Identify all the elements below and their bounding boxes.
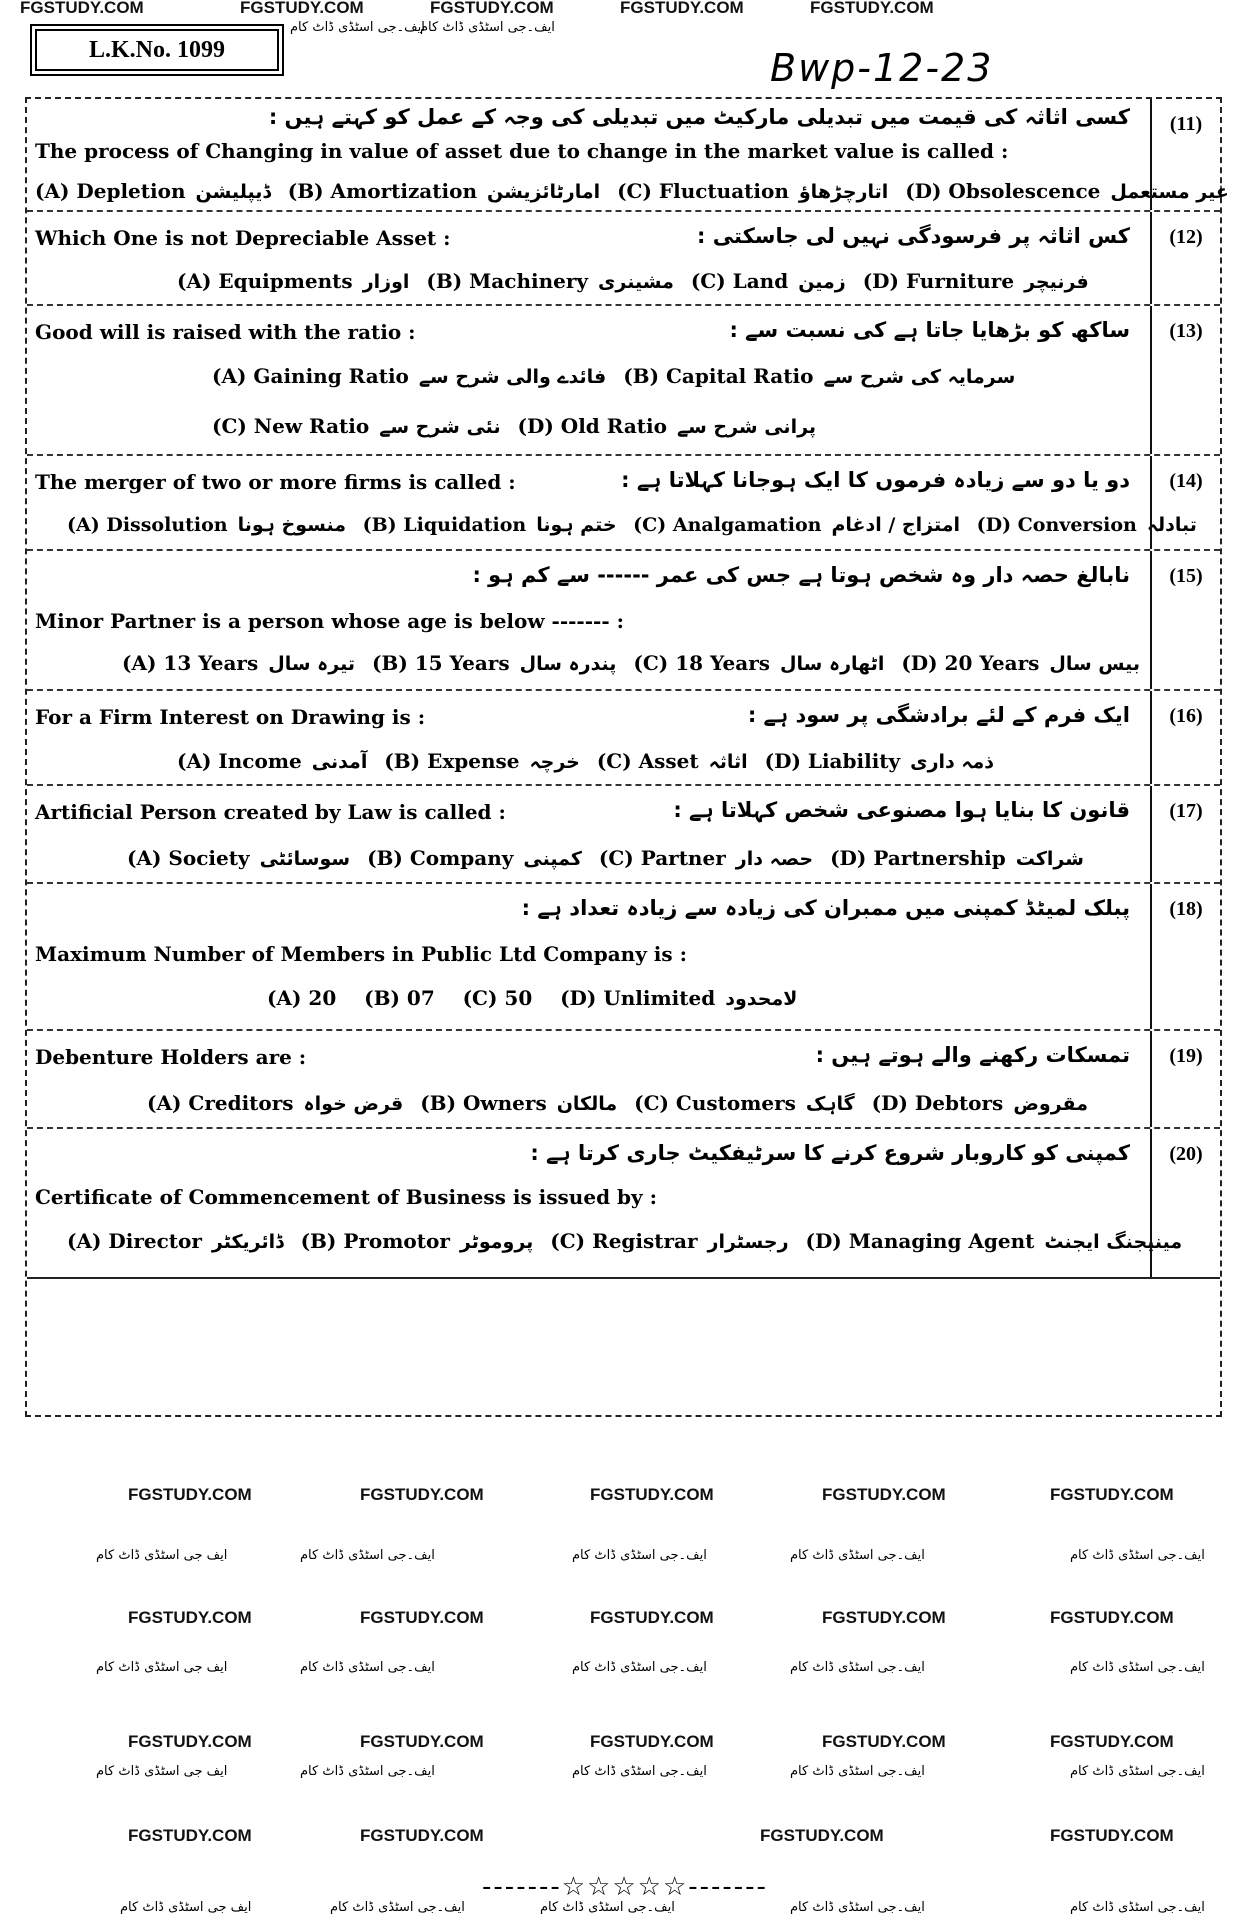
watermark-urdu: ایف۔جی اسٹڈی ڈاٹ کام [300, 1660, 435, 1675]
question-english: Which One is not Depreciable Asset : [35, 226, 451, 250]
option-b: (B) Company [367, 846, 514, 870]
option-a: (A) 13 Years [122, 651, 259, 675]
option-a-urdu: قرض خواہ [303, 1093, 404, 1115]
options-row [177, 269, 1099, 293]
watermark-urdu: ایف۔جی اسٹڈی ڈاٹ کام [572, 1548, 707, 1563]
option-d: (D) Conversion [976, 514, 1137, 536]
question-16 [27, 691, 1220, 786]
option-c: (C) Fluctuation [617, 179, 789, 203]
options-row [67, 514, 1207, 536]
option-c: (C) Customers [634, 1091, 796, 1115]
options-row [212, 414, 826, 438]
option-b: (B) Liquidation [362, 514, 527, 536]
watermark-text: FGSTUDY.COM [810, 0, 934, 17]
watermark-urdu: ایف۔جی اسٹڈی ڈاٹ کام [1070, 1900, 1205, 1915]
option-a-urdu: ڈیپلیشن [195, 181, 271, 203]
option-c: (C) Asset [596, 749, 699, 773]
watermark-text: FGSTUDY.COM [360, 1485, 484, 1504]
watermark-text: FGSTUDY.COM [1050, 1732, 1174, 1751]
lk-number: L.K.No. 1099 [35, 29, 279, 71]
question-number: (12) [1150, 212, 1220, 304]
question-number: (17) [1150, 786, 1220, 882]
watermark-text: FGSTUDY.COM [360, 1608, 484, 1627]
question-18 [27, 884, 1220, 1031]
watermark-urdu: ایف۔جی اسٹڈی ڈاٹ کام [572, 1660, 707, 1675]
watermark-text: FGSTUDY.COM [1050, 1485, 1174, 1504]
option-c-urdu: امتزاج / ادغام [831, 514, 960, 536]
option-c-urdu: رجسٹرار [707, 1231, 789, 1253]
question-number: (18) [1150, 884, 1220, 1029]
option-a: (A) Equipments [177, 269, 353, 293]
option-d-urdu: غیر مستعمل [1110, 181, 1229, 203]
watermark-urdu: ایف۔جی اسٹڈی ڈاٹ کام [330, 1900, 465, 1915]
question-english: For a Firm Interest on Drawing is : [35, 705, 426, 729]
question-number: (19) [1150, 1031, 1220, 1127]
watermark-urdu: ایف۔جی اسٹڈی ڈاٹ کام [790, 1660, 925, 1675]
option-b-urdu: مالکان [556, 1093, 618, 1115]
question-urdu: پبلک لمیٹڈ کمپنی میں ممبران کی زیادہ سے زیادہ تعداد ہے : [521, 896, 1130, 920]
watermark-urdu: ایف جی اسٹڈی ڈاٹ کام [120, 1900, 252, 1915]
end-of-paper-stars: -------☆☆☆☆☆------- [482, 1872, 768, 1902]
option-d-urdu: پرانی شرح سے [676, 416, 817, 438]
option-d: (D) Debtors [871, 1091, 1004, 1115]
question-english: Minor Partner is a person whose age is below ------- : [35, 609, 624, 633]
watermark-text: FGSTUDY.COM [822, 1732, 946, 1751]
option-b-urdu: خرچہ [529, 751, 580, 773]
option-a: (A) Society [127, 846, 250, 870]
watermark-text: FGSTUDY.COM [430, 0, 554, 17]
option-c-urdu: اٹھارہ سال [780, 653, 885, 675]
watermark-urdu: ایف جی اسٹڈی ڈاٹ کام [96, 1660, 228, 1675]
question-20 [27, 1129, 1220, 1279]
watermark-urdu: ایف۔جی اسٹڈی ڈاٹ کام [300, 1764, 435, 1779]
option-d-urdu: بیس سال [1049, 653, 1141, 675]
question-11 [27, 99, 1229, 212]
options-row [122, 651, 1150, 675]
question-number: (20) [1150, 1129, 1220, 1277]
question-14 [27, 456, 1220, 551]
option-b-urdu: کمپنی [523, 848, 582, 870]
option-a: (A) Gaining Ratio [212, 364, 409, 388]
option-c: (C) Registrar [550, 1229, 698, 1253]
question-urdu: دو یا دو سے زیادہ فرموں کا ایک ہوجانا کہلاتا ہے : [621, 468, 1130, 492]
option-a-urdu: آمدنی [311, 751, 368, 773]
option-b-urdu: پندرہ سال [519, 653, 617, 675]
watermark-text: FGSTUDY.COM [822, 1485, 946, 1504]
question-number: (15) [1150, 551, 1220, 689]
watermark-urdu: ایف جی اسٹڈی ڈاٹ کام [96, 1548, 228, 1563]
option-a-urdu: منسوخ ہونا [237, 514, 346, 536]
question-english: Artificial Person created by Law is called : [35, 800, 506, 824]
option-d: (D) Obsolescence [905, 179, 1101, 203]
question-13 [27, 306, 1220, 456]
watermark-urdu: ایف۔جی اسٹڈی ڈاٹ کام [1070, 1548, 1205, 1563]
options-row [177, 749, 1004, 773]
question-17 [27, 786, 1220, 884]
question-number: (16) [1150, 691, 1220, 784]
question-19 [27, 1031, 1220, 1129]
options-row [127, 846, 1094, 870]
question-15 [27, 551, 1220, 691]
question-paper [25, 97, 1229, 1417]
option-d-urdu: ذمہ داری [910, 751, 995, 773]
option-d: (D) 20 Years [901, 651, 1040, 675]
option-d: (D) Liability [764, 749, 901, 773]
option-d: (D) Old Ratio [517, 414, 667, 438]
question-urdu: ساکھ کو بڑھایا جاتا ہے کی نسبت سے : [729, 318, 1130, 342]
option-d-urdu: لامحدود [725, 988, 798, 1010]
option-b: (B) Promotor [300, 1229, 450, 1253]
options-row [212, 364, 1025, 388]
watermark-text: FGSTUDY.COM [360, 1826, 484, 1845]
option-d-urdu: فرنیچر [1024, 271, 1089, 293]
option-b-urdu: سرمایہ کی شرح سے [823, 366, 1016, 388]
option-c-urdu: اثاثہ [708, 751, 748, 773]
options-row [35, 179, 1239, 203]
watermark-text: FGSTUDY.COM [620, 0, 744, 17]
option-a: (A) Depletion [35, 179, 186, 203]
option-a-urdu: اوزار [362, 271, 410, 293]
question-urdu: نابالغ حصہ دار وہ شخص ہوتا ہے جس کی عمر ------ سے کم ہو : [472, 563, 1130, 587]
question-english: Good will is raised with the ratio : [35, 320, 416, 344]
option-b: (B) Amortization [287, 179, 477, 203]
watermark-text: FGSTUDY.COM [590, 1485, 714, 1504]
watermark-urdu: ایف۔جی اسٹڈی ڈاٹ کام [1070, 1764, 1205, 1779]
watermark-urdu: ایف۔جی اسٹڈی ڈاٹ کام [300, 1548, 435, 1563]
option-a-urdu: تیرہ سال [268, 653, 355, 675]
question-english: Maximum Number of Members in Public Ltd Company is : [35, 942, 687, 966]
watermark-urdu: ایف۔جی اسٹڈی ڈاٹ کام [572, 1764, 707, 1779]
option-c: (C) Land [690, 269, 789, 293]
watermark-text: FGSTUDY.COM [590, 1732, 714, 1751]
option-d-urdu: مینیجنگ ایجنٹ [1044, 1231, 1183, 1253]
option-c-urdu: گاہک [805, 1093, 855, 1115]
watermark-text: FGSTUDY.COM [128, 1608, 252, 1627]
watermark-text: FGSTUDY.COM [128, 1485, 252, 1504]
watermark-urdu: ایف۔جی اسٹڈی ڈاٹ کام [540, 1900, 675, 1915]
watermark-urdu: ایف۔جی اسٹڈی ڈاٹ کام [790, 1764, 925, 1779]
watermark-urdu: ایف۔جی اسٹڈی ڈاٹ کام [790, 1900, 925, 1915]
question-urdu: کمپنی کو کاروبار شروع کرنے کا سرٹیفکیٹ جاری کرتا ہے : [530, 1141, 1130, 1165]
option-a: (A) Dissolution [67, 514, 228, 536]
option-b-urdu: امارٹائزیشن [486, 181, 601, 203]
option-d: (D) Furniture [862, 269, 1015, 293]
option-d-urdu: مقروض [1013, 1093, 1088, 1115]
option-a: (A) Director [67, 1229, 202, 1253]
option-a-urdu: سوسائٹی [259, 848, 351, 870]
watermark-text: FGSTUDY.COM [20, 0, 144, 17]
option-a-urdu: ڈائریکٹر [211, 1231, 284, 1253]
watermark-text: FGSTUDY.COM [240, 0, 364, 17]
watermark-text: FGSTUDY.COM [360, 1732, 484, 1751]
question-number: (13) [1150, 306, 1220, 454]
option-c-urdu: اتارچڑھاؤ [798, 181, 889, 203]
option-d: (D) Partnership [830, 846, 1006, 870]
question-urdu: کس اثاثہ پر فرسودگی نہیں لی جاسکتی : [697, 224, 1130, 248]
option-b: (B) Owners [420, 1091, 547, 1115]
options-row [67, 1229, 1192, 1253]
question-urdu: ایک فرم کے لئے برادشگی پر سود ہے : [747, 703, 1130, 727]
option-b: (B) 15 Years [371, 651, 510, 675]
watermark-text: FGSTUDY.COM [590, 1608, 714, 1627]
option-b-urdu: پروموٹر [459, 1231, 534, 1253]
watermark-text: FGSTUDY.COM [822, 1608, 946, 1627]
question-number: (14) [1150, 456, 1220, 549]
watermark-urdu: ایف۔جی اسٹڈی ڈاٹ کام [290, 20, 425, 35]
option-b: (B) Machinery [426, 269, 589, 293]
option-b: (B) Capital Ratio [623, 364, 814, 388]
options-row [267, 986, 807, 1010]
option-d: (D) Unlimited [560, 986, 716, 1010]
option-c: (C) Partner [598, 846, 726, 870]
watermark-text: FGSTUDY.COM [128, 1826, 252, 1845]
watermark-text: FGSTUDY.COM [760, 1826, 884, 1845]
option-b: (B) 07 [364, 986, 435, 1010]
option-c-urdu: حصہ دار [735, 848, 814, 870]
option-a: (A) Creditors [147, 1091, 294, 1115]
option-b: (B) Expense [384, 749, 520, 773]
option-b-urdu: مشینری [598, 271, 674, 293]
question-english: Debenture Holders are : [35, 1045, 307, 1069]
question-english: The process of Changing in value of asset due to change in the market value is called : [35, 139, 1009, 163]
watermark-text: FGSTUDY.COM [128, 1732, 252, 1751]
question-english: Certificate of Commencement of Business is issued by : [35, 1185, 657, 1209]
question-urdu: کسی اثاثہ کی قیمت میں تبدیلی مارکیٹ میں تبدیلی کی وجہ کے عمل کو کہتے ہیں : [268, 105, 1130, 129]
watermark-urdu: ایف۔جی اسٹڈی ڈاٹ کام [420, 20, 555, 35]
option-c: (C) 18 Years [633, 651, 771, 675]
option-d: (D) Managing Agent [805, 1229, 1035, 1253]
watermark-urdu: ایف۔جی اسٹڈی ڈاٹ کام [790, 1548, 925, 1563]
question-english: The merger of two or more firms is called : [35, 470, 516, 494]
option-b-urdu: ختم ہونا [536, 514, 617, 536]
watermark-text: FGSTUDY.COM [1050, 1608, 1174, 1627]
option-a-urdu: فائدے والی شرح سے [418, 366, 607, 388]
question-number: (11) [1150, 99, 1220, 210]
lk-number-box [30, 24, 284, 76]
question-12 [27, 212, 1220, 306]
option-a: (A) 20 [267, 986, 337, 1010]
question-urdu: قانون کا بنایا ہوا مصنوعی شخص کہلاتا ہے : [673, 798, 1130, 822]
option-c: (C) Analgamation [633, 514, 822, 536]
option-c: (C) 50 [462, 986, 533, 1010]
watermark-urdu: ایف۔جی اسٹڈی ڈاٹ کام [1070, 1660, 1205, 1675]
option-d-urdu: تبادلہ [1146, 514, 1197, 536]
option-c: (C) New Ratio [212, 414, 370, 438]
option-a: (A) Income [177, 749, 302, 773]
option-c-urdu: زمین [798, 271, 846, 293]
watermark-text: FGSTUDY.COM [1050, 1826, 1174, 1845]
option-c-urdu: نئی شرح سے [379, 416, 501, 438]
question-urdu: تمسکات رکھنے والے ہوتے ہیں : [815, 1043, 1130, 1067]
handwritten-paper-code: Bwp-12-23 [770, 46, 994, 90]
option-d-urdu: شراکت [1015, 848, 1084, 870]
watermark-urdu: ایف جی اسٹڈی ڈاٹ کام [96, 1764, 228, 1779]
options-row [147, 1091, 1098, 1115]
